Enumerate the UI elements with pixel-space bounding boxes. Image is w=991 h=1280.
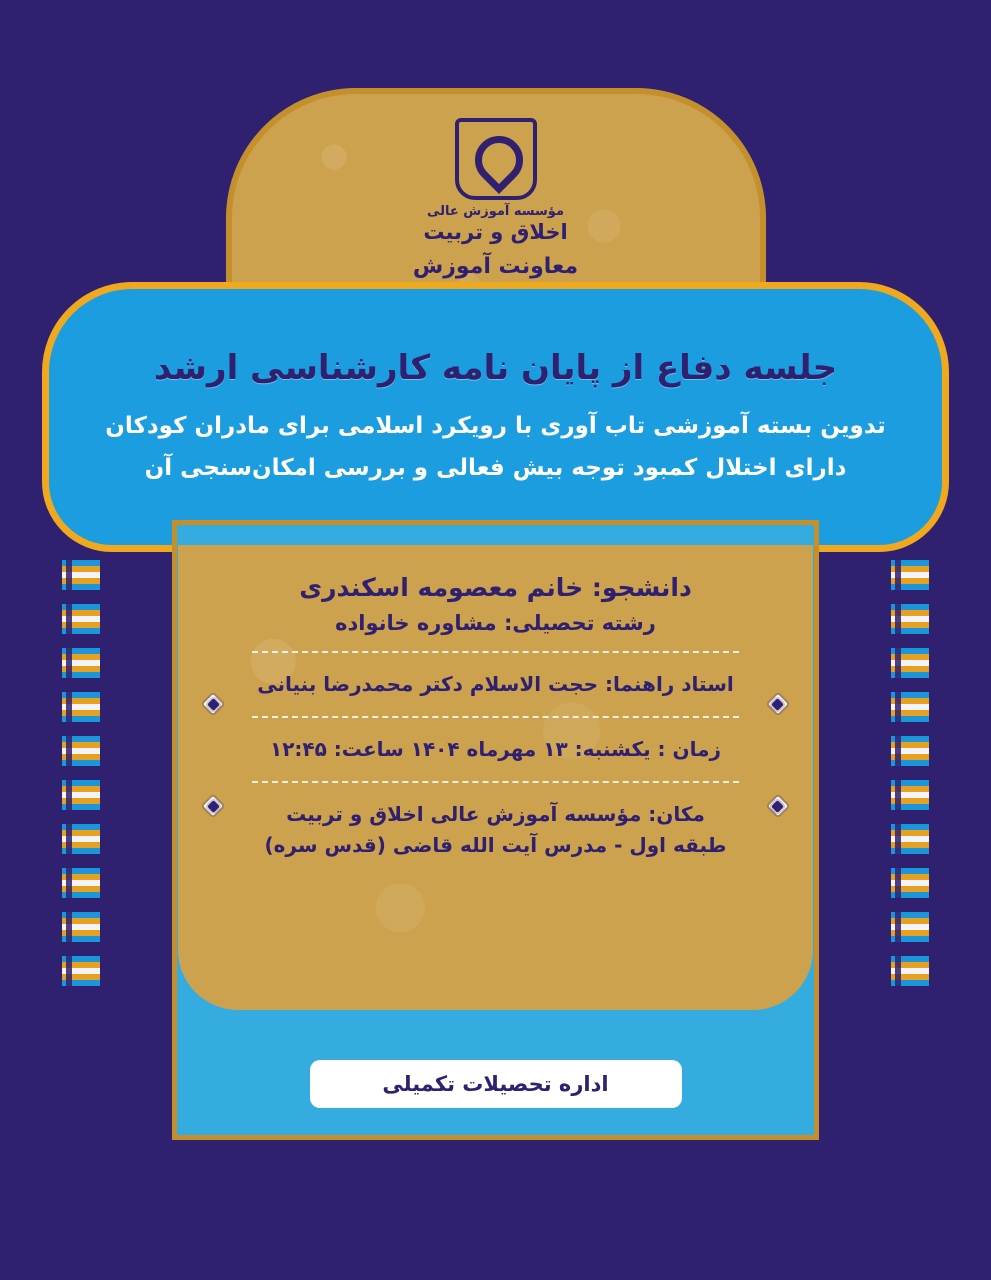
logo-line-1: مؤسسه آموزش عالی xyxy=(426,204,565,219)
divider-1 xyxy=(252,651,739,653)
decorative-side-band-left xyxy=(62,560,100,1000)
divider-2 xyxy=(252,716,739,718)
institute-logo-icon xyxy=(455,118,537,200)
divider-3 xyxy=(252,781,739,783)
study-field: رشته تحصیلی: مشاوره خانواده xyxy=(335,610,656,635)
supervisor: استاد راهنما: حجت الاسلام دکتر محمدرضا بنیانی xyxy=(257,671,734,696)
page-title: جلسه دفاع از پایان نامه کارشناسی ارشد xyxy=(153,347,838,388)
headline-banner xyxy=(42,282,949,552)
thesis-subtitle-line-1: تدوین بسته آموزشی تاب آوری با رویکرد اسلامی برای مادران کودکان xyxy=(105,412,886,439)
location-line-2: طبقه اول - مدرس آیت الله قاضی (قدس سره) xyxy=(264,832,727,857)
student-name: دانشجو: خانم معصومه اسکندری xyxy=(299,573,692,602)
location-line-1: مکان: مؤسسه آموزش عالی اخلاق و تربیت xyxy=(286,801,705,826)
thesis-subtitle-line-2: دارای اختلال کمبود توجه بیش فعالی و بررسی امکان‌سنجی آن xyxy=(144,454,847,481)
logo-line-2: اخلاق و تربیت xyxy=(423,220,568,244)
logo-line-3: معاونت آموزش xyxy=(412,254,579,279)
graduate-office-button[interactable]: اداره تحصیلات تکمیلی xyxy=(310,1060,682,1108)
info-card xyxy=(178,545,813,1010)
session-datetime: زمان : یکشنبه: ۱۳ مهرماه ۱۴۰۴ ساعت: ۱۲:۴۵ xyxy=(270,736,721,761)
institute-header xyxy=(346,118,646,279)
decorative-side-band-right xyxy=(891,560,929,1000)
